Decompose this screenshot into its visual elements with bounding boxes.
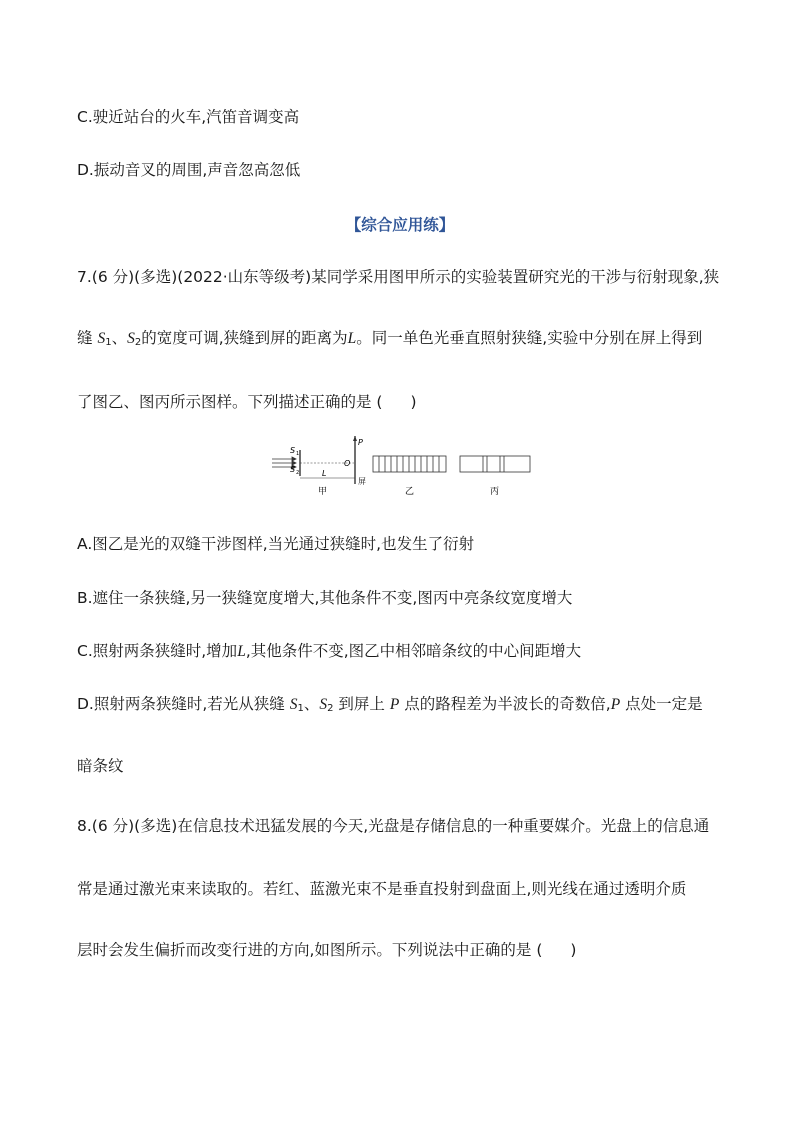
svg-text:1: 1 [296, 451, 300, 457]
q8-line-2: 常是通过激光束来读取的。若红、蓝激光束不是垂直投射到盘面上,则光线在通过透明介质 [77, 880, 687, 898]
q7-line-3: 了图乙、图丙所示图样。下列描述正确的是 ( ) [77, 393, 417, 411]
q7-option-d-cont: 暗条纹 [77, 757, 124, 775]
label-screen: 屏 [358, 477, 366, 486]
q8-line-3: 层时会发生偏折而改变行进的方向,如图所示。下列说法中正确的是 ( ) [77, 941, 577, 959]
caption-bing: 丙 [490, 487, 500, 497]
q7-figure [270, 436, 540, 502]
label-s2: S [290, 465, 296, 474]
pattern-bing [460, 456, 530, 472]
q8-line-1: 8.(6 分)(多选)在信息技术迅猛发展的今天,光盘是存储信息的一种重要媒介。光盘上的信息通 [77, 817, 710, 835]
caption-yi: 乙 [405, 487, 415, 497]
label-l: L [322, 469, 327, 478]
option-d-prev: D.振动音叉的周围,声音忽高忽低 [77, 161, 301, 179]
pattern-yi [373, 456, 446, 472]
svg-text:2: 2 [296, 470, 300, 476]
q7-option-a: A.图乙是光的双缝干涉图样,当光通过狭缝时,也发生了衍射 [77, 535, 475, 553]
label-o: O [344, 459, 351, 468]
experiment-diagram [270, 436, 540, 498]
caption-jia: 甲 [318, 487, 328, 497]
q7-option-c: C.照射两条狭缝时,增加L,其他条件不变,图乙中相邻暗条纹的中心间距增大 [77, 642, 582, 660]
q7-option-b: B.遮住一条狭缝,另一狭缝宽度增大,其他条件不变,图丙中亮条纹宽度增大 [77, 589, 573, 607]
q7-line-2: 缝 $S_1$、$S_2$的宽度可调,狭缝到屏的距离为L。同一单色光垂直照射狭缝,实验中分别在屏上得到 [77, 329, 703, 348]
q7-line-1: 7.(6 分)(多选)(2022·山东等级考)某同学采用图甲所示的实验装置研究光的干涉与衍射现象,狭 [77, 268, 720, 286]
label-p: P [358, 438, 363, 447]
label-s1: S [290, 446, 296, 455]
q7-option-d: D.照射两条狭缝时,若光从狭缝 $S_1$、$S_2$ 到屏上 P 点的路程差为半波长的奇数倍,P 点处一定是 [77, 695, 703, 714]
option-c-prev: C.驶近站台的火车,汽笛音调变高 [77, 108, 300, 126]
section-title: 【综合应用练】 [345, 216, 455, 234]
